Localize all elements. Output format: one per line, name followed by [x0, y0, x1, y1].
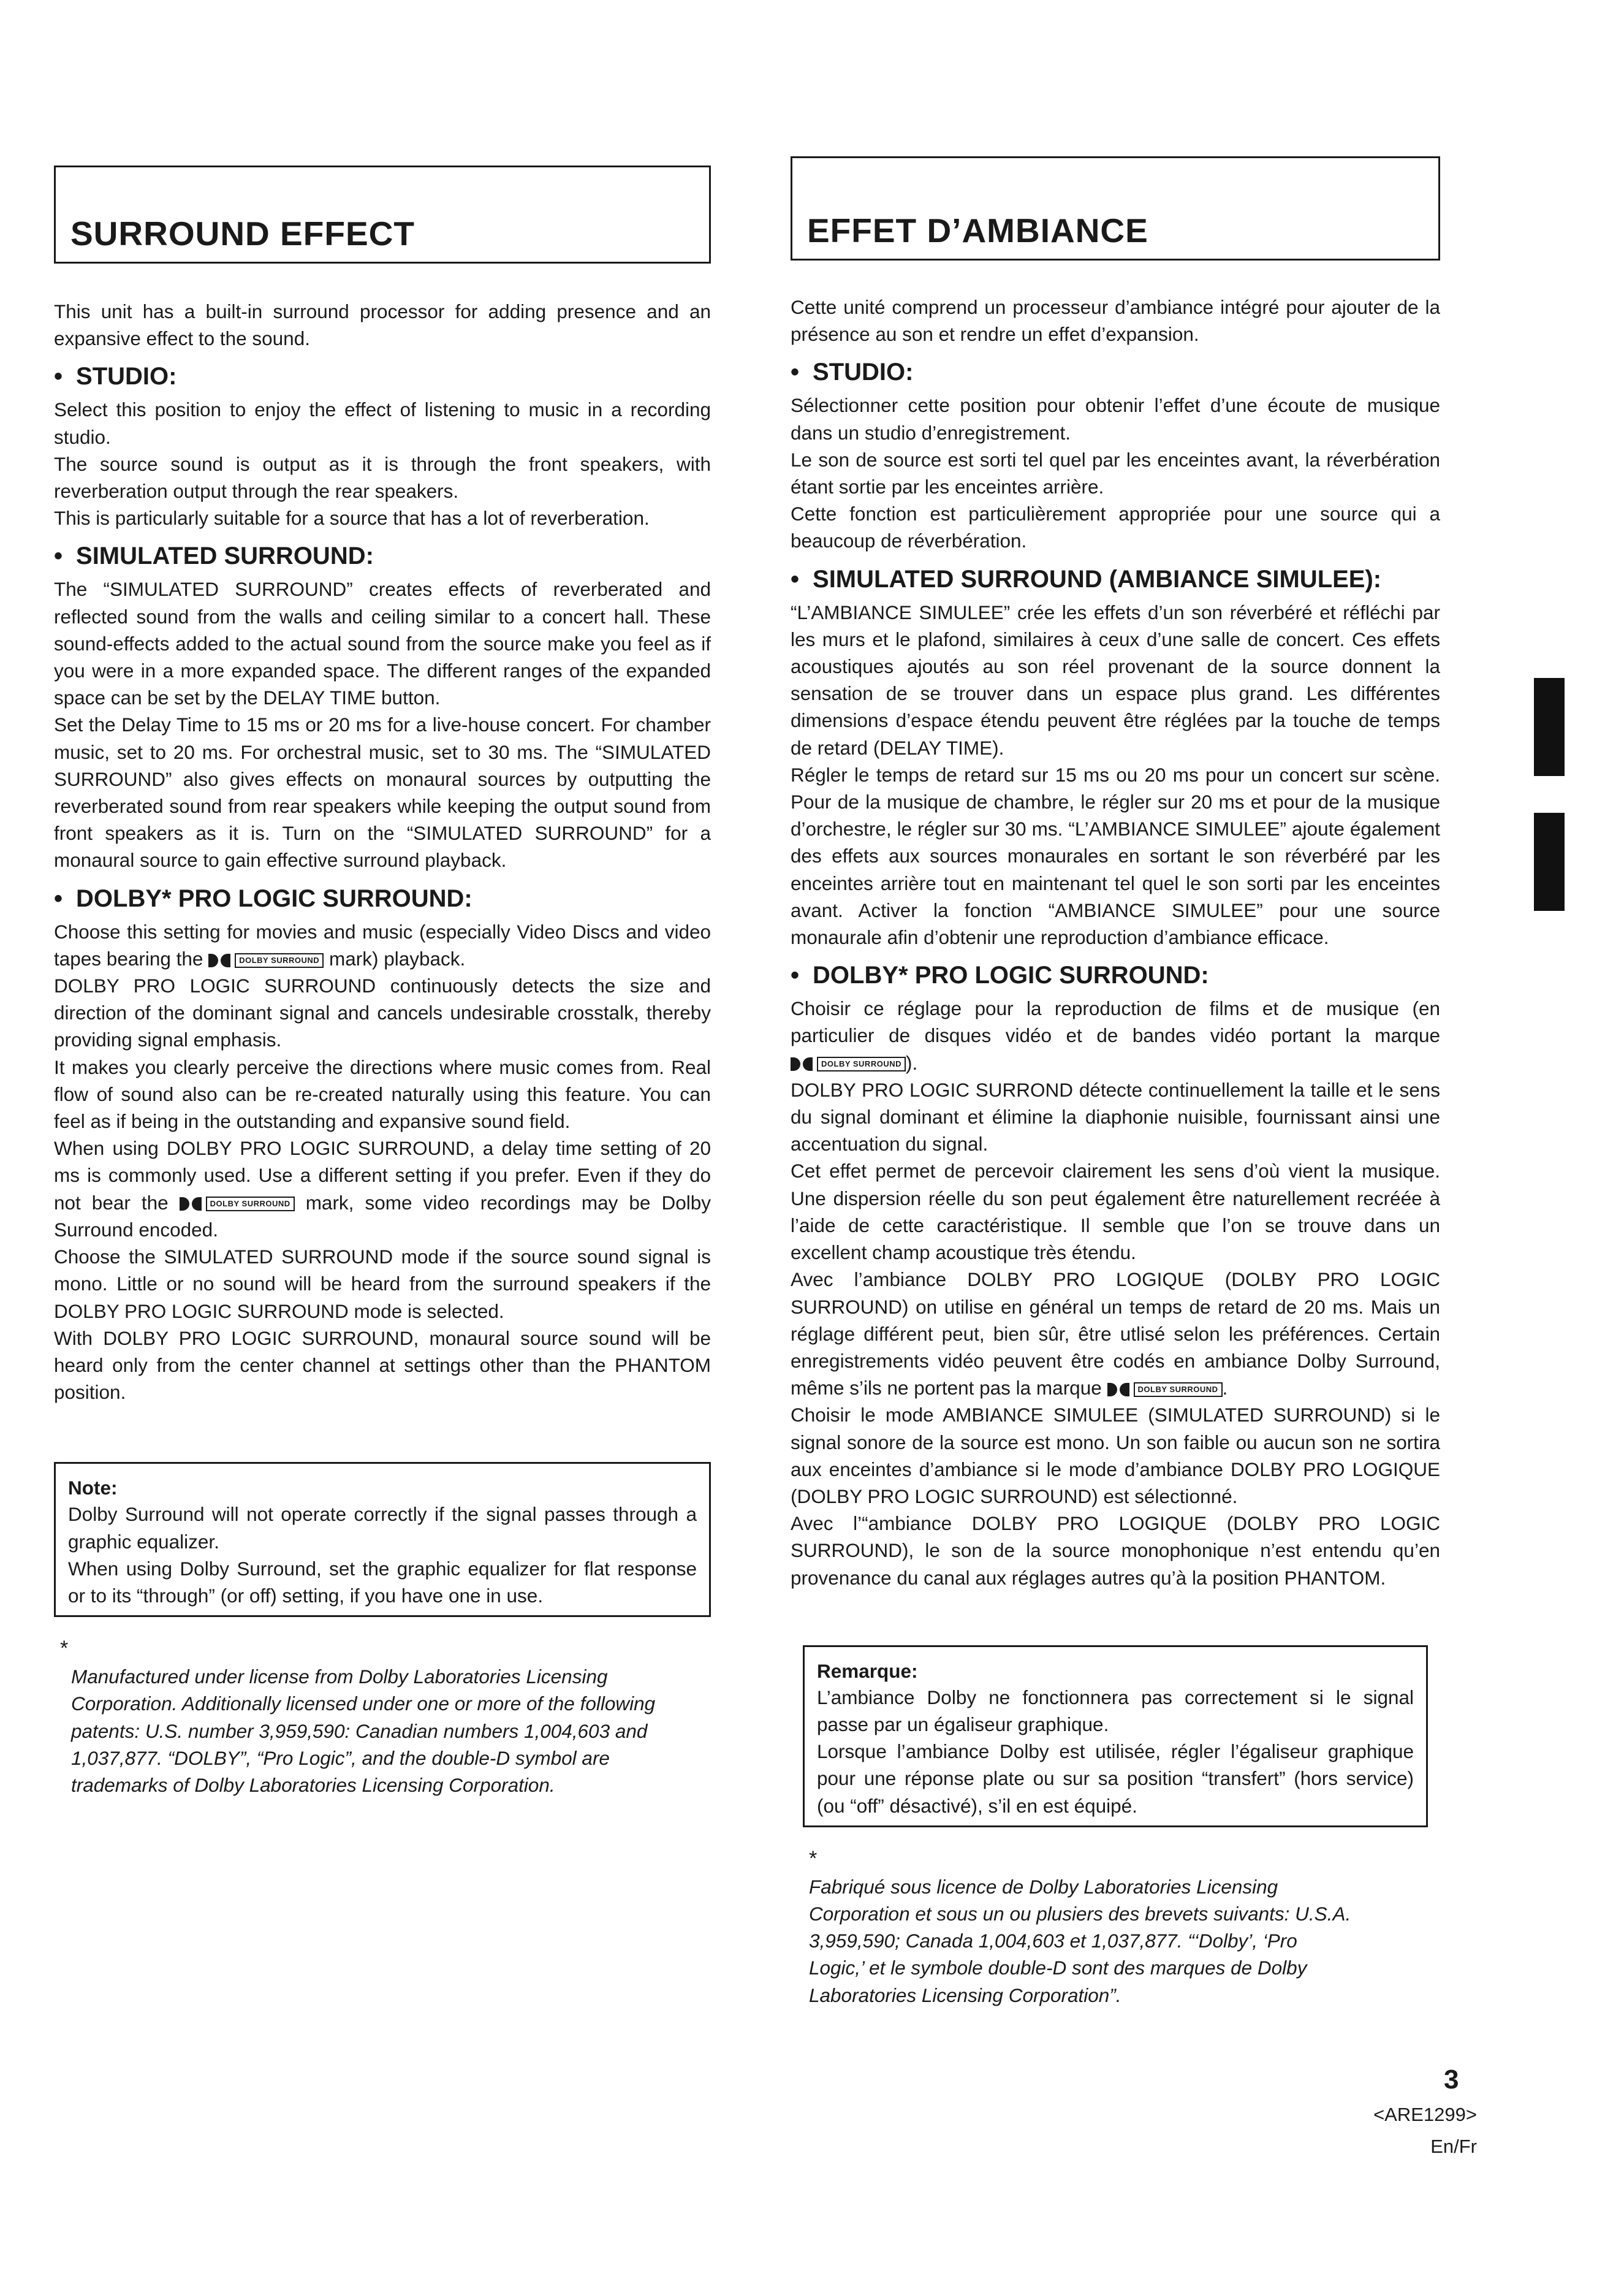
dolby-p6-en: With DOLBY PRO LOGIC SURROUND, monaural source sound will be heard only from the center channel at settings other than the PHANTOM position.: [54, 1326, 711, 1404]
text-part: ).: [906, 1051, 918, 1074]
side-tab-marker: [1534, 813, 1565, 911]
dolby-p5-en: Choose the SIMULATED SURROUND mode if the source sound signal is mono. Little or no sound will be heard from the surround speakers if the DOLBY PRO LOGIC SURROUND mode is selected.: [54, 1246, 711, 1322]
bullet-icon: •: [54, 885, 63, 912]
title-box-fr: [791, 156, 1440, 261]
dolby-double-d-icon: [180, 1197, 295, 1211]
footnote-en: Manufactured under license from Dolby Laboratories Licensing Corporation. Additionally licensed under one or more of the following patents: U.S. number 3,959,590: Canadian numbers 1,004,603 and 1,037,877. “DOLBY”, “Pro Logic”, and the double-D symbol are trademarks of Dolby Laboratories Licensing Corporation.: [71, 1665, 656, 1796]
simulated-p1-fr: “L’AMBIANCE SIMULEE” crée les effets d’un son réverbéré et réfléchi par les murs et le plafond, similaires à ceux d’une salle de concert. Ces effets acoustiques ajoutés au son réel provenant de la source donnent la sensation de se trouver dans un espace plus grand. Les différentes dimensions d’espace étendu peuvent être réglées par la touche de temps de retard (DELAY TIME).: [791, 601, 1440, 759]
heading-text: SIMULATED SURROUND:: [76, 542, 374, 570]
text-part: .: [1222, 1377, 1228, 1399]
note-box-en: [54, 1462, 711, 1617]
heading-text: STUDIO:: [813, 359, 914, 386]
note-p2-fr: Lorsque l’ambiance Dolby est utilisée, régler l’égaliseur graphique pour une réponse plate ou sur sa position “transfert” (hors service) (ou “off” désactivé), s’il en est équipé.: [817, 1740, 1414, 1817]
studio-p2-fr: Le son de source est sorti tel quel par les enceintes avant, la réverbération étant sortie par les enceintes arrière.: [791, 448, 1440, 498]
dolby-double-d-icon: [208, 953, 324, 968]
heading-text: STUDIO:: [76, 363, 177, 390]
title-box-en: [54, 166, 711, 264]
page-title-en: SURROUND EFFECT: [70, 215, 415, 253]
intro-en: This unit has a built-in surround processor for adding presence and an expansive effect to the sound.: [54, 300, 711, 350]
french-column: [791, 156, 1440, 2009]
studio-p2-en: The source sound is output as it is through the front speakers, with reverberation output through the rear speakers.: [54, 452, 711, 503]
studio-p1-en: Select this position to enjoy the effect of listening to music in a recording studio.: [54, 398, 711, 448]
dolby-p4-en: [54, 1135, 711, 1243]
bullet-icon: •: [791, 359, 800, 386]
page-title-fr: EFFET D’AMBIANCE: [807, 211, 1148, 249]
note-p2-en: When using Dolby Surround, set the graphic equalizer for flat response or to its “through” (or off) setting, if you have one in use.: [68, 1557, 697, 1607]
dolby-p3-en: It makes you clearly perceive the directions where music comes from. Real flow of sound also can be re-created naturally using this feature. You can feel as if being in the outstanding and expansive sound field.: [54, 1056, 711, 1133]
section-heading-simulated-en: [54, 540, 711, 572]
text-part: mark) playback.: [328, 947, 466, 970]
dolby-p4-fr: [791, 1266, 1440, 1401]
dolby-p6-fr: Avec l’“ambiance DOLBY PRO LOGIQUE (DOLBY PRO LOGIC SURROUND), le son de la source monophonique n’est entendu qu’en provenance du canal aux réglages autres qu’à la position PHANTOM.: [791, 1512, 1440, 1589]
dolby-double-d-icon: [1107, 1382, 1223, 1397]
heading-text: DOLBY* PRO LOGIC SURROUND:: [813, 962, 1209, 989]
text-part: When using DOLBY PRO LOGIC SURROUND, a delay time setting of 20 ms is commonly used. Use a different setting if you prefer. Even if they do not bear the: [54, 1137, 711, 1214]
studio-p3-en: This is particularly suitable for a source that has a lot of reverberation.: [54, 507, 650, 530]
dolby-p2-fr: DOLBY PRO LOGIC SURROND détecte continuellement la taille et le sens du signal dominant et élimine la diaphonie nuisible, fournissant ainsi une accentuation du signal.: [791, 1078, 1440, 1155]
dolby-mark-label: DOLBY SURROUND: [1134, 1382, 1223, 1397]
heading-text: DOLBY* PRO LOGIC SURROUND:: [76, 885, 472, 912]
section-heading-studio-fr: [791, 356, 1440, 388]
dolby-double-d-icon: [791, 1057, 906, 1071]
note-title-fr: Remarque:: [817, 1659, 918, 1682]
footnote-asterisk-fr: *: [809, 1846, 818, 1870]
text-part: Choose this setting for movies and music (especially Video Discs and video tapes bearing the: [54, 920, 711, 970]
text-part: Avec l’ambiance DOLBY PRO LOGIQUE (DOLBY PRO LOGIC SURROUND) on utilise en général un temps de retard de 20 ms. Mais un réglage différent peut, bien sûr, être utlisé selon les préférences. Certain enregistrements vidéo peuvent être codés en ambiance Dolby Surround, même s’ils ne portent pas la marque: [791, 1268, 1440, 1399]
side-tab-marker: [1534, 678, 1565, 776]
note-p1-en: Dolby Surround will not operate correctly if the signal passes through a graphic equalizer.: [68, 1503, 697, 1553]
dolby-mark-label: DOLBY SURROUND: [206, 1197, 295, 1211]
simulated-p1-en: The “SIMULATED SURROUND” creates effects of reverberated and reflected sound from the walls and ceiling similar to a concert hall. These sound-effects added to the actual sound from the source make you feel as if you were in a more expanded space. The different ranges of the expanded space can be set by the DELAY TIME button.: [54, 578, 711, 709]
note-title-en: Note:: [68, 1477, 118, 1499]
document-code: <ARE1299>: [1373, 2104, 1477, 2125]
bullet-icon: •: [54, 542, 63, 570]
intro-fr: Cette unité comprend un processeur d’ambiance intégré pour ajouter de la présence au son et rendre un effet d’expansion.: [791, 296, 1440, 346]
dolby-p1-en: [54, 918, 711, 972]
dolby-p5-fr: Choisir le mode AMBIANCE SIMULEE (SIMULATED SURROUND) si le signal sonore de la source est mono. Un son faible ou aucun son ne sortira aux enceintes d’ambiance si le mode d’ambiance DOLBY PRO LOGIQUE (DOLBY PRO LOGIC SURROUND) est sélectionné.: [791, 1404, 1440, 1507]
section-heading-dolby-en: [54, 883, 711, 915]
simulated-p2-fr: Régler le temps de retard sur 15 ms ou 20 ms pour un concert sur scène. Pour de la musique de chambre, le régler sur 20 ms et pour de la musique d’orchestre, le régler sur 30 ms. “L’AMBIANCE SIMULEE” ajoute également des effets aux sources monaurales en sortant le son réverbéré par les enceintes arrière tout en maintenant tel quel le son sorti par les enceintes avant. Activer la fonction “AMBIANCE SIMULEE” pour une source monaurale afin d’obtenir une reproduction d’ambiance efficace.: [791, 763, 1440, 949]
footnote-fr: Fabriqué sous licence de Dolby Laboratories Licensing Corporation et sous un ou plusiers des brevets suivants: U.S.A. 3,959,590; Canada 1,004,603 et 1,037,877. “‘Dolby’, ‘Pro Logic,’ et le symbole double-D sont des marques de Dolby Laboratories Licensing Corporation”.: [809, 1875, 1351, 2006]
section-heading-studio-en: [54, 360, 711, 392]
language-code: En/Fr: [1430, 2136, 1477, 2157]
simulated-p2-en: Set the Delay Time to 15 ms or 20 ms for a live-house concert. For chamber music, set to 20 ms. For orchestral music, set to 30 ms. The “SIMULATED SURROUND” also gives effects on monaural sources by outputting the reverberated sound from rear speakers while keeping the output sound from front speakers as it is. Turn on the “SIMULATED SURROUND” for a monaural source to gain effective surround playback.: [54, 714, 711, 872]
dolby-p3-fr: Cet effet permet de percevoir clairement les sens d’où vient la musique. Une dispersion réelle du son peut également être naturellement recréée à l’aide de cette caractéristique. Il semble que l’on se trouve dans un excellent champ acoustique très étendu.: [791, 1160, 1440, 1264]
dolby-mark-label: DOLBY SURROUND: [235, 953, 324, 968]
bullet-icon: •: [791, 962, 800, 989]
studio-p3-fr: Cette fonction est particulièrement appropriée pour une source qui a beaucoup de réverbération.: [791, 503, 1440, 552]
heading-text: SIMULATED SURROUND (AMBIANCE SIMULEE):: [813, 565, 1382, 593]
dolby-mark-label: DOLBY SURROUND: [817, 1057, 906, 1071]
note-p1-fr: L’ambiance Dolby ne fonctionnera pas correctement si le signal passe par un égaliseur graphique.: [817, 1686, 1414, 1735]
footnote-asterisk-en: *: [60, 1637, 69, 1661]
english-column: [54, 166, 711, 1798]
page-number: 3: [1444, 2065, 1459, 2095]
text-part: mark, some video recordings may be Dolby Surround encoded.: [54, 1191, 711, 1241]
text-part: Choisir ce réglage pour la reproduction de films et de musique (en particulier de disques vidéo et de bandes vidéo portant la marque: [791, 997, 1440, 1047]
studio-p1-fr: Sélectionner cette position pour obtenir l’effet d’une écoute de musique dans un studio d’enregistrement.: [791, 394, 1440, 444]
note-box-fr: [803, 1645, 1428, 1827]
bullet-icon: •: [54, 363, 63, 390]
dolby-p2-en: DOLBY PRO LOGIC SURROUND continuously detects the size and direction of the dominant signal and cancels undesirable crosstalk, thereby providing signal emphasis.: [54, 975, 711, 1051]
bullet-icon: •: [791, 565, 800, 593]
dolby-p1-fr: [791, 995, 1440, 1076]
section-heading-dolby-fr: [791, 959, 1440, 991]
section-heading-simulated-fr: [791, 563, 1440, 595]
